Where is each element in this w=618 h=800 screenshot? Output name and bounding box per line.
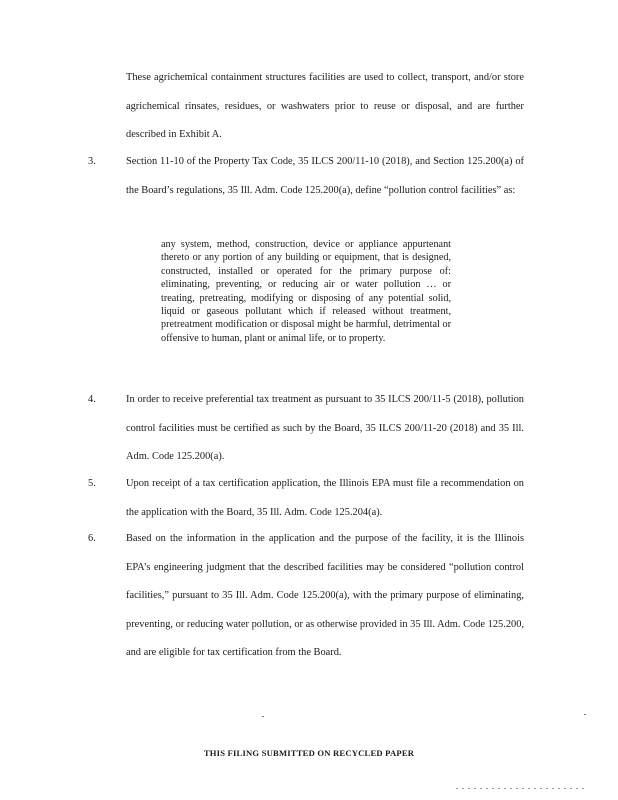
- footer-rule: [456, 788, 586, 789]
- paragraph-text: Upon receipt of a tax certification application, the Illinois EPA must file a recommendation on the application with the Board, 35 Ill. Adm. Code 125.204(a).: [126, 478, 524, 518]
- recycled-paper-footer: THIS FILING SUBMITTED ON RECYCLED PAPER: [203, 748, 415, 758]
- scan-speck: [584, 714, 586, 715]
- paragraph-number: 4.: [88, 394, 96, 405]
- scan-speck: [262, 716, 264, 717]
- paragraph-text: Based on the information in the application and the purpose of the facility, it is the Illinois EPA’s engineering judgment that the described facilities may be considered “pollution control facilities,” pursuant to 35 Ill. Adm. Code 125.200(a), with the primary purpose of eliminating, preventing, or reducing water pollution, or as otherwise provided in 35 Ill. Adm. Code 125.200, and are eligible for tax certification from the Board.: [126, 533, 524, 658]
- block-quote: any system, method, construction, device or appliance appurtenant thereto or any portion of any building or equipment, that is designed, constructed, installed or operated for the primary purpose of: eliminating, preventing, or reducing air or water pollution … or treating, pretreating, modifying or disposing of any potential solid, liquid or gaseous pollutant which if released without treatment, pretreatment modification or disposal might be harmful, detrimental or offensive to human, plant or animal life, or to property.: [161, 239, 451, 344]
- intro-paragraph: These agrichemical containment structures facilities are used to collect, transport, and/or store agrichemical rinsates, residues, or washwaters prior to reuse or disposal, and are further described in Exhibit A.: [126, 72, 524, 140]
- paragraph-number: 3.: [88, 156, 96, 167]
- paragraph-number: 6.: [88, 533, 96, 544]
- paragraph-number: 5.: [88, 478, 96, 489]
- paragraph-text: In order to receive preferential tax treatment as pursuant to 35 ILCS 200/11-5 (2018), pollution control facilities must be certified as such by the Board, 35 ILCS 200/11-20 (2018) and 35 Ill. Adm. Code 125.200(a).: [126, 394, 524, 462]
- paragraph-text: Section 11-10 of the Property Tax Code, 35 ILCS 200/11-10 (2018), and Section 125.200(a) of the Board’s regulations, 35 Ill. Adm. Code 125.200(a), define “pollution control facilities” as:: [126, 156, 524, 196]
